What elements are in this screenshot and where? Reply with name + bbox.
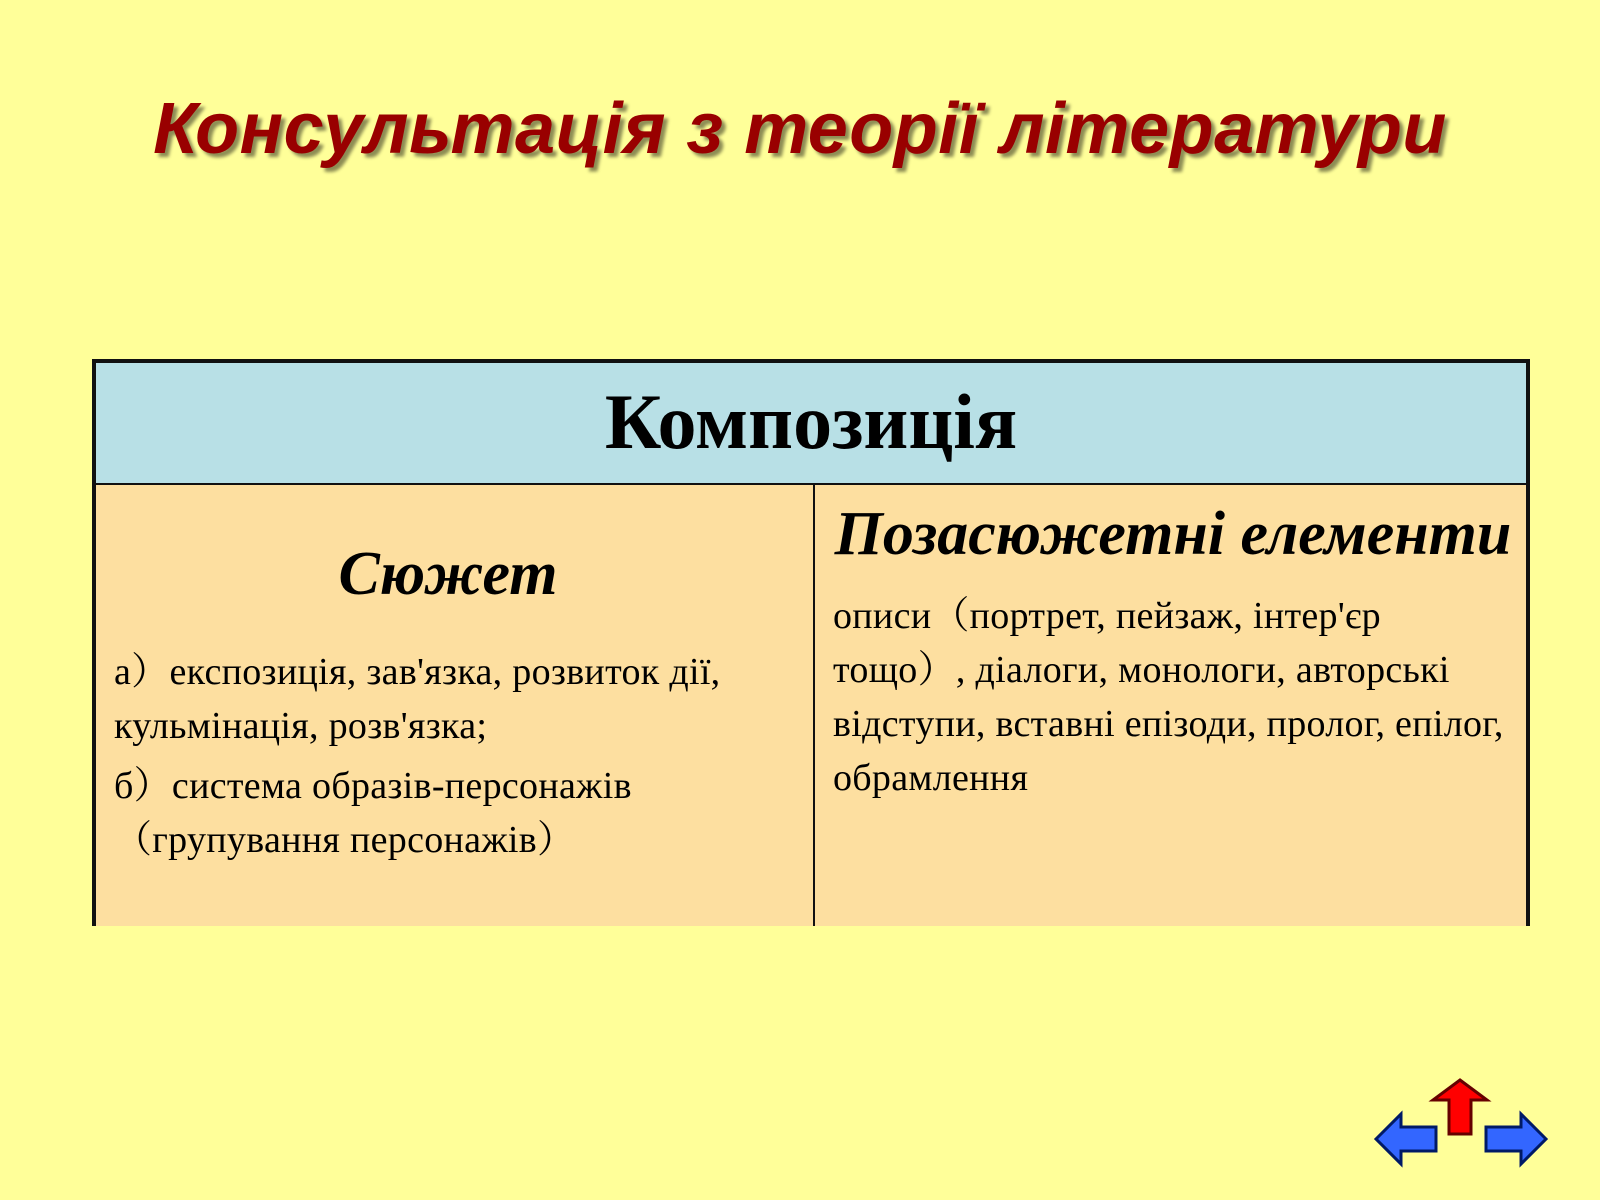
- extra-plot-text: описи（портрет, пейзаж, інтер'єр тощо）, діалоги, монологи, авторські відступи, вставні епізоди, пролог, епілог, обрамлення: [833, 595, 1504, 799]
- right-arrow-icon[interactable]: [1484, 1112, 1546, 1166]
- up-arrow-icon[interactable]: [1431, 1080, 1489, 1136]
- extra-plot-heading: Позасюжетні елементи: [834, 500, 1512, 568]
- plot-column: [96, 485, 813, 926]
- plot-heading: Сюжет: [338, 540, 558, 608]
- navigation-arrows: [1376, 1080, 1546, 1170]
- plot-item-b: б）система образів-персонажів（групування персонажів）: [114, 765, 632, 861]
- plot-item-a: а）експозиція, зав'язка, розвиток дії, кульмінація, розв'язка;: [114, 651, 721, 747]
- slide-title: Консультація з теорії літератури: [153, 89, 1447, 169]
- table-body: [96, 485, 1526, 926]
- composition-table: [92, 359, 1530, 926]
- extra-plot-column: [815, 485, 1526, 926]
- table-header: Композиція: [96, 363, 1526, 485]
- left-arrow-icon[interactable]: [1376, 1112, 1438, 1166]
